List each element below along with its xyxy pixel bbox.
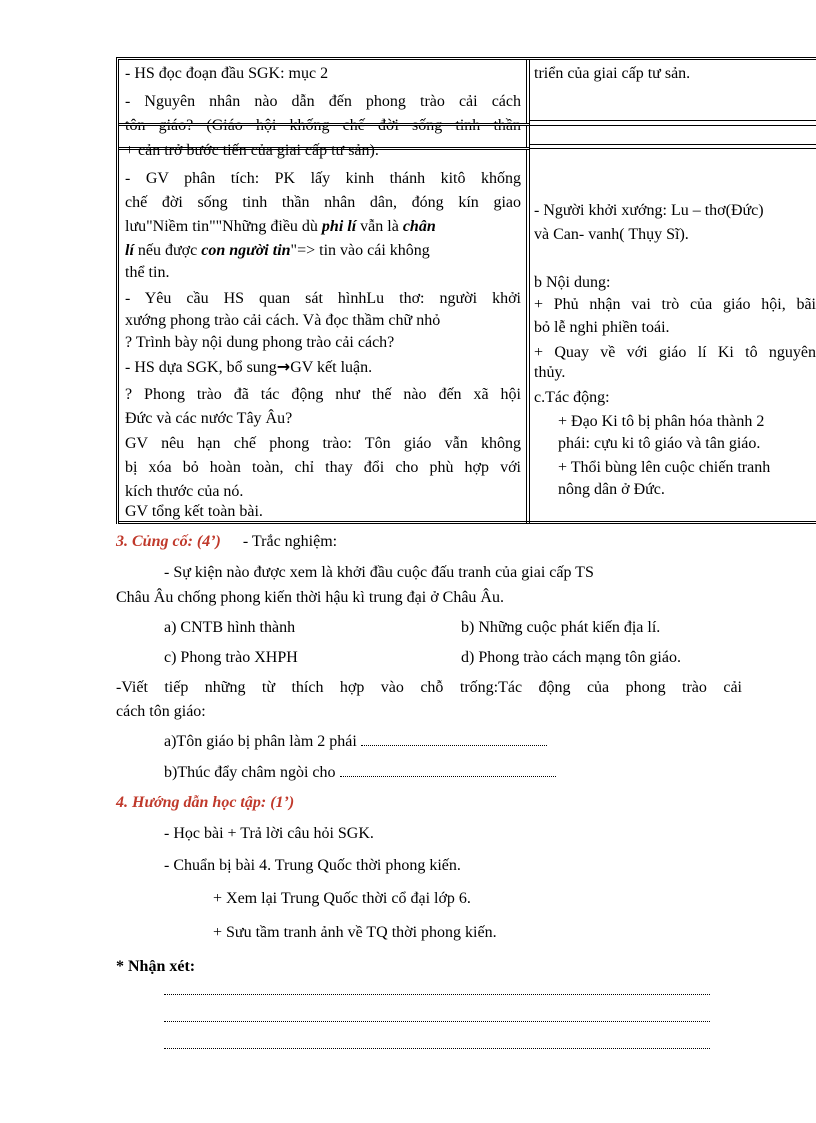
remarks-heading: * Nhận xét: [116, 958, 196, 975]
option-c: c) Phong trào XHPH [164, 649, 298, 666]
gv-text: GV kết luận. [290, 359, 373, 376]
left-line-17: bị xóa bỏ hoàn toàn, chỉ thay đổi cho phù hợp với [125, 459, 521, 476]
fill-blank-a[interactable] [361, 745, 547, 746]
right-line-10: + Đạo Ki tô bị phân hóa thành 2 [558, 413, 765, 430]
emphasis-li: lí [125, 242, 134, 259]
consolidation-heading: 3. Củng cố: (4’) [116, 533, 221, 550]
left-line-15: Đức và các nước Tây Âu? [125, 410, 293, 427]
consolidation-sub: - Trắc nghiệm: [242, 533, 338, 550]
question-line-2: Châu Âu chống phong kiến thời hậu kì trung đại ở Châu Âu. [116, 589, 504, 606]
left-line-19: GV tổng kết toàn bài. [125, 503, 263, 520]
left-line-9: thể tin. [125, 264, 170, 281]
column-divider [526, 60, 530, 524]
left-line-13 [125, 356, 521, 379]
right-line-2: - Người khởi xướng: Lu – thơ(Đức) [534, 202, 764, 219]
fill-line-2: cách tôn giáo: [116, 703, 206, 720]
right-row-rule [529, 148, 816, 149]
left-line-4: + cản trở bước tiến của giai cấp tư sản). [125, 142, 379, 159]
guidance-line-1: - Học bài + Trả lời câu hỏi SGK. [164, 825, 374, 842]
hs-text: - HS dựa SGK, bổ sung [125, 359, 277, 376]
row-cut-line [119, 123, 529, 126]
guidance-line-4: + Sưu tầm tranh ảnh về TQ thời phong kiến. [213, 924, 497, 941]
right-row-rule [529, 144, 816, 145]
right-line-1: triển của giai cấp tư sản. [534, 65, 691, 82]
right-row-rule [529, 120, 816, 121]
arrow-icon: → [276, 357, 291, 376]
guidance-heading: 4. Hướng dẫn học tập: (1’) [116, 794, 295, 811]
left-line-5: - GV phân tích: PK lấy kinh thánh kitô khống [125, 170, 521, 187]
remarks-line-2[interactable] [164, 1021, 710, 1022]
right-line-11: phái: cựu ki tô giáo và tân giáo. [558, 435, 761, 452]
left-line-18: kích thước của nó. [125, 483, 244, 500]
guidance-line-2: - Chuẩn bị bài 4. Trung Quốc thời phong kiến. [164, 857, 461, 874]
emphasis-con-nguoi-tin: con người tin [201, 242, 291, 259]
consolidation-heading-row [116, 531, 337, 553]
left-line-6: chế đời sống tinh thần nhân dân, đóng kín giao [125, 194, 521, 211]
question-line-1: - Sự kiện nào được xem là khởi đầu cuộc đấu tranh của giai cấp TS [164, 564, 594, 581]
option-d: d) Phong trào cách mạng tôn giáo. [461, 649, 681, 666]
left-line-2: - Nguyên nhân nào dẫn đến phong trào cải cách [125, 93, 521, 110]
fill-line-1: -Viết tiếp những từ thích hợp vào chỗ trống:Tác động của phong trào cải [116, 679, 742, 696]
lesson-table [116, 57, 816, 524]
remarks-line-3[interactable] [164, 1048, 710, 1049]
right-line-6: bỏ lễ nghi phiền toái. [534, 319, 670, 336]
quote-text: lưu"Niềm tin""Những điều dù [125, 218, 318, 235]
option-b: b) Những cuộc phát kiến địa lí. [461, 619, 661, 636]
quote-text-4: "=> tin vào cái không [290, 242, 430, 259]
fill-item-a-text: a)Tôn giáo bị phân làm 2 phái [164, 733, 357, 750]
fill-blank-b[interactable] [340, 776, 556, 777]
guidance-line-3: + Xem lại Trung Quốc thời cổ đại lớp 6. [213, 890, 471, 907]
right-line-4: b Nội dung: [534, 274, 611, 291]
right-line-9: c.Tác động: [534, 389, 610, 406]
left-line-12: ? Trình bày nội dung phong trào cải cách? [125, 334, 395, 351]
left-line-8 [125, 240, 521, 262]
quote-text-2: vẫn là [360, 218, 399, 235]
right-line-8: thủy. [534, 364, 566, 381]
fill-item-a [164, 731, 547, 753]
quote-text-3: nếu được [137, 242, 198, 259]
fill-item-b-text: b)Thúc đẩy châm ngòi cho [164, 764, 336, 781]
emphasis-phi-li: phi lí [321, 218, 357, 235]
left-line-16: GV nêu hạn chế phong trào: Tôn giáo vẫn không [125, 435, 521, 452]
option-a: a) CNTB hình thành [164, 619, 296, 636]
right-line-12: + Thổi bùng lên cuộc chiến tranh [558, 459, 771, 476]
left-line-11: xướng phong trào cải cách. Và đọc thầm chữ nhỏ [125, 312, 441, 329]
right-line-7: + Quay về với giáo lí Ki tô nguyên [534, 344, 816, 361]
fill-item-b [164, 762, 556, 784]
left-line-3 [125, 115, 521, 137]
left-line-14: ? Phong trào đã tác động như thế nào đến xã hội [125, 386, 521, 403]
left-line-1: - HS đọc đoạn đầu SGK: mục 2 [125, 65, 329, 82]
left-line-10: - Yêu cầu HS quan sát hìnhLu thơ: người khởi [125, 290, 521, 307]
remarks-line-1[interactable] [164, 994, 710, 995]
right-line-5: + Phủ nhận vai trò của giáo hội, bãi [534, 296, 816, 313]
right-row-rule [529, 125, 816, 126]
table-bottom-border [119, 521, 816, 524]
right-line-13: nông dân ở Đức. [558, 481, 665, 498]
emphasis-chan: chân [402, 218, 436, 235]
right-line-3: và Can- vanh( Thụy Sĩ). [534, 226, 689, 243]
left-line-7 [125, 216, 521, 238]
